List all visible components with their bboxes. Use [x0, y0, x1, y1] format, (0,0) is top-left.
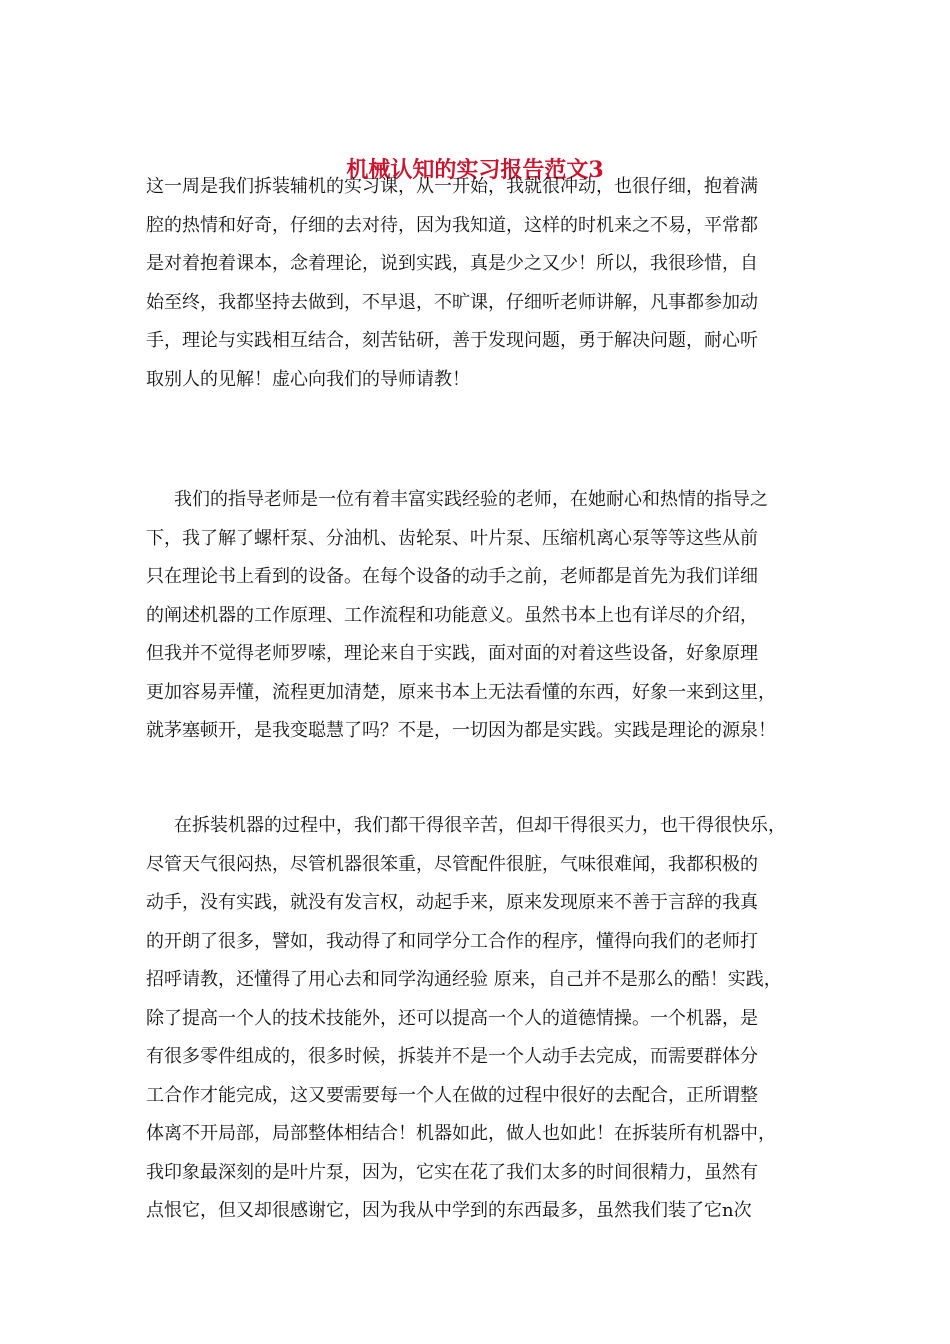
paragraph-line: 有很多零件组成的，很多时候，拆装并不是一个人动手去完成，而需要群体分: [146, 1046, 758, 1067]
paragraph-line: 始至终，我都坚持去做到，不早退，不旷课，仔细听老师讲解，凡事都参加动: [146, 291, 758, 313]
paragraph-line: 尽管天气很闷热，尽管机器很笨重，尽管配件很脏，气味很难闻，我都积极的: [146, 853, 758, 875]
paragraph-line: 是对着抱着课本，念着理论，说到实践，真是少之又少！所以，我很珍惜，自: [146, 253, 758, 274]
paragraph-line: 招呼请教，还懂得了用心去和同学沟通经验 原来，自己并不是那么的酷！实践，: [146, 969, 782, 990]
paragraph-line: 我们的指导老师是一位有着丰富实践经验的老师，在她耐心和热情的指导之: [174, 489, 768, 510]
paragraph-line: 这一周是我们拆装辅机的实习课，从一开始，我就很冲动，也很仔细，抱着满: [146, 176, 758, 197]
paragraph-line: 我印象最深刻的是叶片泵，因为，它实在花了我们太多的时间很精力，虽然有: [146, 1161, 758, 1183]
paragraph-2: [146, 481, 826, 751]
paragraph-line: 只在理论书上看到的设备。在每个设备的动手之前，老师都是首先为我们详细: [146, 566, 758, 587]
paragraph-line: 的开朗了很多，譬如，我动得了和同学分工合作的程序，懂得向我们的老师打: [146, 930, 758, 952]
paragraph-line: 更加容易弄懂，流程更加清楚，原来书本上无法看懂的东西，好象一来到这里，: [146, 681, 776, 703]
paragraph-line: 除了提高一个人的技术技能外，还可以提高一个人的道德情操。一个机器，是: [146, 1007, 758, 1029]
paragraph-line: 体离不开局部，局部整体相结合！机器如此，做人也如此！在拆装所有机器中，: [146, 1123, 776, 1144]
paragraph-line: 腔的热情和好奇，仔细的去对待，因为我知道，这样的时机来之不易，平常都: [146, 214, 758, 236]
paragraph-line: 就茅塞顿开，是我变聪慧了吗？不是，一切因为都是实践。实践是理论的源泉！: [146, 720, 776, 741]
paragraph-line: 下，我了解了螺杆泵、分油机、齿轮泵、叶片泵、压缩机离心泵等等这些从前: [146, 527, 758, 549]
paragraph-line: 点恨它，但又却很感谢它，因为我从中学到的东西最多，虽然我们装了它n次: [146, 1200, 752, 1221]
document-title: 机械认知的实习报告范文3: [346, 157, 604, 183]
paragraph-1: [146, 168, 826, 399]
paragraph-line: 手，理论与实践相互结合，刻苦钻研，善于发现问题，勇于解决问题，耐心听: [146, 330, 758, 351]
paragraph-line: 工合作才能完成，这又要需要每一个人在做的过程中很好的去配合，正所谓整: [146, 1084, 758, 1106]
paragraph-3: [146, 807, 826, 1231]
paragraph-line: 取别人的见解！虚心向我们的导师请教！: [146, 368, 470, 390]
paragraph-line: 动手，没有实践，就没有发言权，动起手来，原来发现原来不善于言辞的我真: [146, 892, 758, 913]
paragraph-line: 在拆装机器的过程中，我们都干得很辛苦，但却干得很买力，也干得很快乐，: [174, 815, 786, 836]
paragraph-line: 的阐述机器的工作原理、工作流程和功能意义。虽然书本上也有详尽的介绍，: [146, 604, 758, 626]
paragraph-line: 但我并不觉得老师罗嗦，理论来自于实践，面对面的对着这些设备，好象原理: [146, 643, 758, 664]
